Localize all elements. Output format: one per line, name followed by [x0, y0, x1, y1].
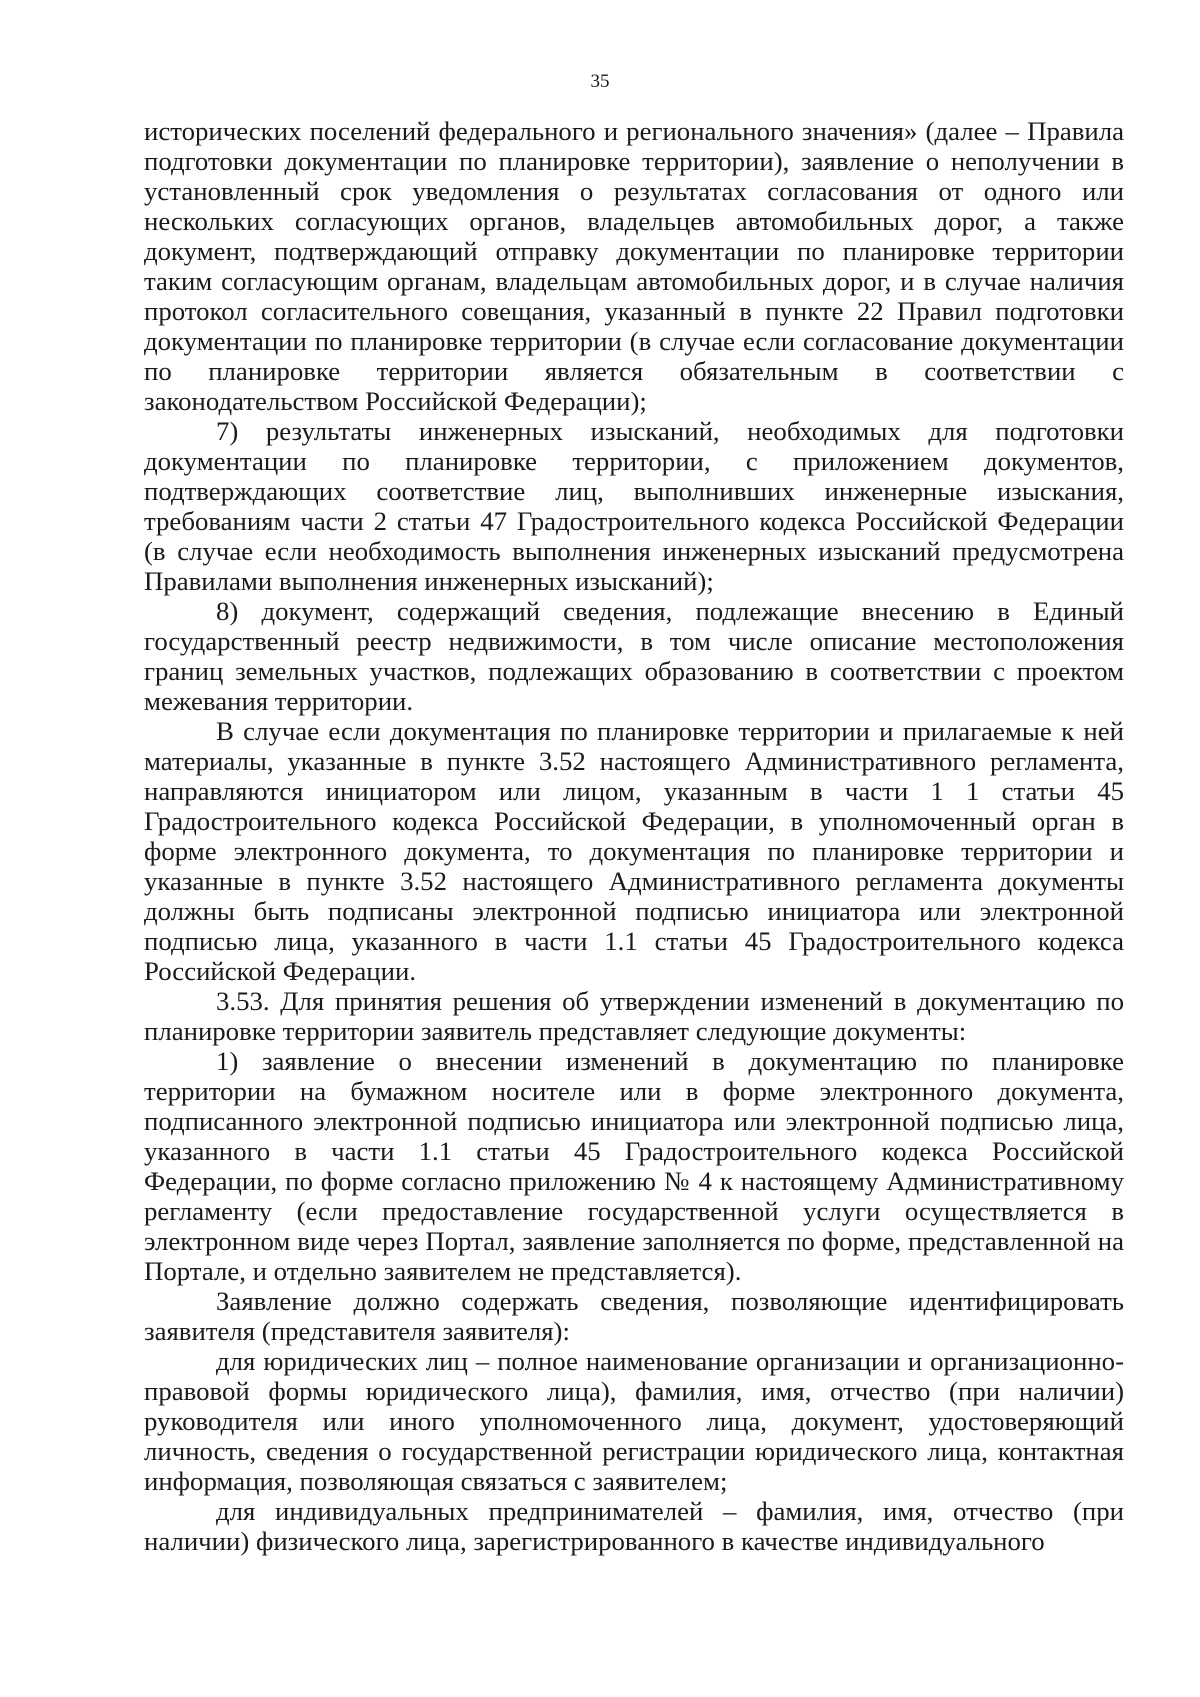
paragraph-section-3-53: 3.53. Для принятия решения об утверждении изменений в документацию по планировке территории заявитель представляет следующие документы:: [144, 986, 1124, 1046]
page-number: 35: [590, 71, 610, 92]
paragraph-application-content: Заявление должно содержать сведения, позволяющие идентифицировать заявителя (представителя заявителя):: [144, 1286, 1124, 1346]
paragraph-legal-entities: для юридических лиц – полное наименование организации и организационно-правовой формы юридического лица), фамилия, имя, отчество (при наличии) руководителя или иного уполномоченного лица, документ, удостоверяющий личность, сведения о государственной регистрации юридического лица, контактная информация, позволяющая связаться с заявителем;: [144, 1346, 1124, 1496]
paragraph-continuation: исторических поселений федерального и регионального значения» (далее – Правила подготовки документации по планировке территории), заявление о неполучении в установленный срок уведомления о результатах согласования от одного или нескольких согласующих органов, владельцев автомобильных дорог, а также документ, подтверждающий отправку документации по планировке территории таким согласующим органам, владельцам автомобильных дорог, и в случае наличия протокол согласительного совещания, указанный в пункте 22 Правил подготовки документации по планировке территории (в случае если согласование документации по планировке территории является обязательным в соответствии с законодательством Российской Федерации);: [144, 116, 1124, 416]
paragraph-item-7: 7) результаты инженерных изысканий, необходимых для подготовки документации по планировке территории, с приложением документов, подтверждающих соответствие лиц, выполнивших инженерные изыскания, требованиям части 2 статьи 47 Градостроительного кодекса Российской Федерации (в случае если необходимость выполнения инженерных изысканий предусмотрена Правилами выполнения инженерных изысканий);: [144, 416, 1124, 596]
paragraph-electronic-submission: В случае если документация по планировке территории и прилагаемые к ней материалы, указанные в пункте 3.52 настоящего Административного регламента, направляются инициатором или лицом, указанным в части 1 1 статьи 45 Градостроительного кодекса Российской Федерации, в уполномоченный орган в форме электронного документа, то документация по планировке территории и указанные в пункте 3.52 настоящего Административного регламента документы должны быть подписаны электронной подписью инициатора или электронной подписью лица, указанного в части 1.1 статьи 45 Градостроительного кодекса Российской Федерации.: [144, 716, 1124, 986]
document-body: [144, 116, 1124, 1556]
paragraph-individual-entrepreneurs: для индивидуальных предпринимателей – фамилия, имя, отчество (при наличии) физического лица, зарегистрированного в качестве индивидуального: [144, 1496, 1124, 1556]
paragraph-item-8: 8) документ, содержащий сведения, подлежащие внесению в Единый государственный реестр недвижимости, в том числе описание местоположения границ земельных участков, подлежащих образованию в соответствии с проектом межевания территории.: [144, 596, 1124, 716]
paragraph-item-1: 1) заявление о внесении изменений в документацию по планировке территории на бумажном носителе или в форме электронного документа, подписанного электронной подписью инициатора или электронной подписью лица, указанного в части 1.1 статьи 45 Градостроительного кодекса Российской Федерации, по форме согласно приложению № 4 к настоящему Административному регламенту (если предоставление государственной услуги осуществляется в электронном виде через Портал, заявление заполняется по форме, представленной на Портале, и отдельно заявителем не представляется).: [144, 1046, 1124, 1286]
